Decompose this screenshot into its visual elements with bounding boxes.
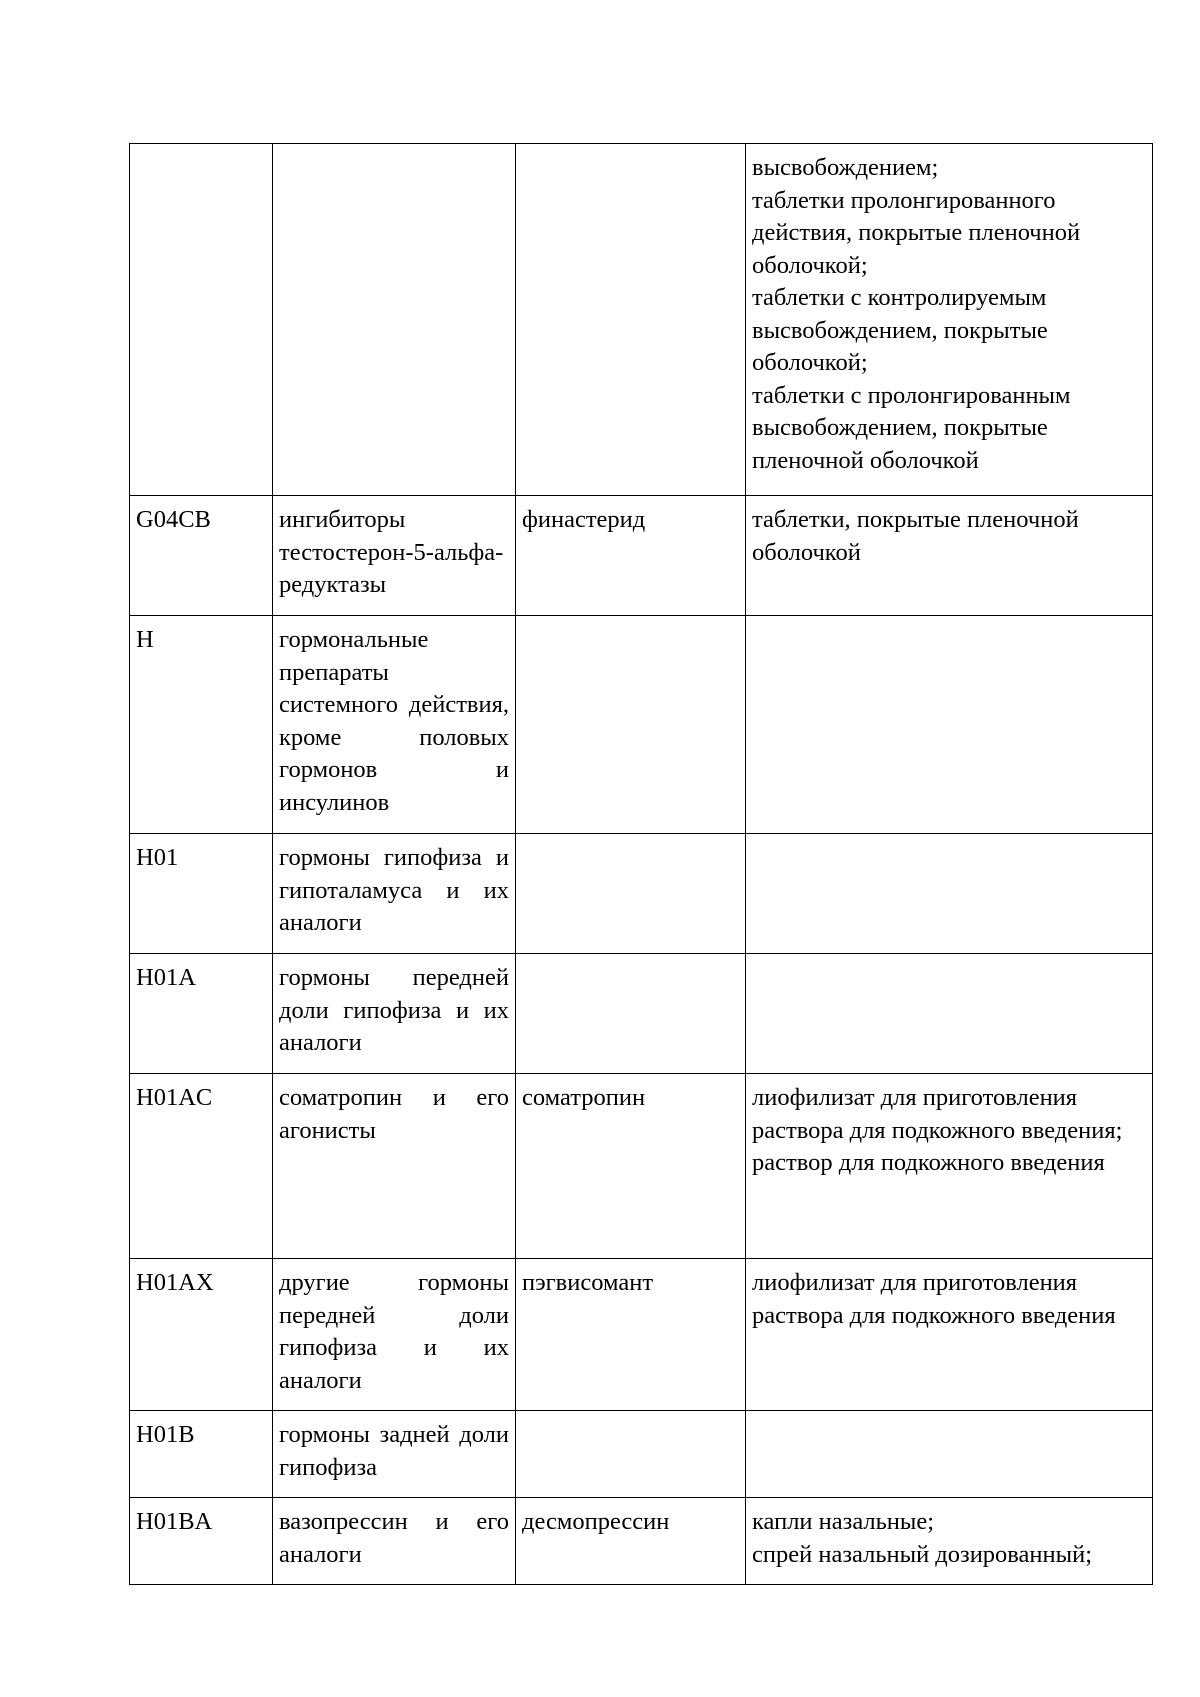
substance-cell: финастерид [516,496,746,616]
substance-cell [516,616,746,834]
group-cell: гормоны задней доли гипофиза [273,1411,516,1498]
group-cell: вазопрессин и его аналоги [273,1498,516,1585]
dosage-forms-cell: таблетки, покрытые пленочной оболочкой [746,496,1153,616]
drug-table [129,143,1153,1585]
table-row [130,954,1153,1074]
substance-cell [516,834,746,954]
atc-code-cell: H01B [130,1411,273,1498]
substance-cell: пэгвисомант [516,1259,746,1411]
table-row [130,1411,1153,1498]
substance-cell: десмопрессин [516,1498,746,1585]
atc-code-cell: H01AX [130,1259,273,1411]
table-row [130,616,1153,834]
substance-cell: соматропин [516,1074,746,1259]
dosage-forms-cell [746,834,1153,954]
table-row [130,144,1153,496]
dosage-forms-cell: высвобождением; таблетки пролонгированного действия, покрытые пленочной оболочкой; таблетки с контролируемым высвобождением, покрытые оболочкой; таблетки с пролонгированным высвобождением, покрытые пленочной оболочкой [746,144,1153,496]
group-cell: гормоны гипофиза и гипоталамуса и их аналоги [273,834,516,954]
dosage-forms-cell [746,1411,1153,1498]
group-cell: ингибиторы тестостерон-5-альфа-редуктазы [273,496,516,616]
dosage-forms-cell: капли назальные; спрей назальный дозированный; [746,1498,1153,1585]
atc-code-cell: H01BA [130,1498,273,1585]
substance-cell [516,144,746,496]
atc-code-cell: H01 [130,834,273,954]
table-row [130,1498,1153,1585]
table-row [130,1074,1153,1259]
substance-cell [516,1411,746,1498]
group-cell: гормоны передней доли гипофиза и их аналоги [273,954,516,1074]
table-row [130,834,1153,954]
group-cell: соматропин и его агонисты [273,1074,516,1259]
atc-code-cell: H01A [130,954,273,1074]
dosage-forms-cell: лиофилизат для приготовления раствора для подкожного введения [746,1259,1153,1411]
substance-cell [516,954,746,1074]
atc-code-cell: G04CB [130,496,273,616]
group-cell: гормональные препараты системного действия, кроме половых гормонов и инсулинов [273,616,516,834]
dosage-forms-cell [746,616,1153,834]
atc-code-cell [130,144,273,496]
table-row [130,496,1153,616]
table-row [130,1259,1153,1411]
dosage-forms-cell: лиофилизат для приготовления раствора для подкожного введения; раствор для подкожного введения [746,1074,1153,1259]
dosage-forms-cell [746,954,1153,1074]
atc-code-cell: H01AC [130,1074,273,1259]
group-cell [273,144,516,496]
group-cell: другие гормоны передней доли гипофиза и их аналоги [273,1259,516,1411]
atc-code-cell: H [130,616,273,834]
